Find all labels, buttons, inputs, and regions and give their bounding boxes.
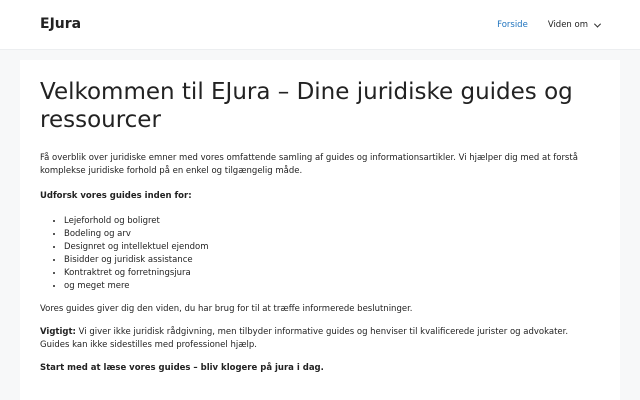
disclaimer-paragraph — [40, 326, 600, 352]
important-text: Vi giver ikke juridisk rådgivning, men tilbyder informative guides og henviser til kvalificerede jurister og advokater. Guides kan ikke sidestilles med professionel hjælp. — [40, 327, 569, 350]
list-item: • Kontraktret og forretningsjura — [64, 267, 600, 280]
main-navigation — [477, 0, 600, 50]
nav-item-viden-om[interactable] — [548, 20, 600, 30]
nav-item-label: Viden om — [547, 20, 588, 30]
list-item: • og meget mere — [64, 280, 600, 293]
topics-list — [40, 215, 600, 293]
site-header — [0, 0, 640, 50]
list-item: • Bisidder og juridisk assistance — [64, 254, 600, 267]
nav-item-label: Forside — [497, 20, 528, 30]
chevron-down-icon — [594, 20, 601, 27]
intro-paragraph: Få overblik over juridiske emner med vores omfattende samling af guides og informationsartikler. Vi hjælper dig med at forstå komplekse juridiske forhold på en enkel og tilgængelig måde. — [40, 153, 578, 176]
page-title: Velkommen til EJura – Dine juridiske guides og ressourcer — [40, 79, 573, 133]
site-title-link[interactable]: EJura — [40, 16, 82, 32]
call-to-action: Start med at læse vores guides – bliv klogere på jura i dag. — [40, 363, 324, 373]
list-item: • Designret og intellektuel ejendom — [64, 241, 600, 254]
main-content — [20, 60, 620, 400]
important-label: Vigtigt: — [40, 327, 76, 337]
list-item: • Bodeling og arv — [64, 228, 600, 241]
guides-paragraph: Vores guides giver dig den viden, du har brug for til at træffe informerede beslutninger. — [40, 304, 413, 314]
list-item: • Lejeforhold og boligret — [64, 215, 600, 228]
explore-heading: Udforsk vores guides inden for: — [40, 191, 192, 201]
nav-item-forside[interactable] — [497, 20, 528, 30]
